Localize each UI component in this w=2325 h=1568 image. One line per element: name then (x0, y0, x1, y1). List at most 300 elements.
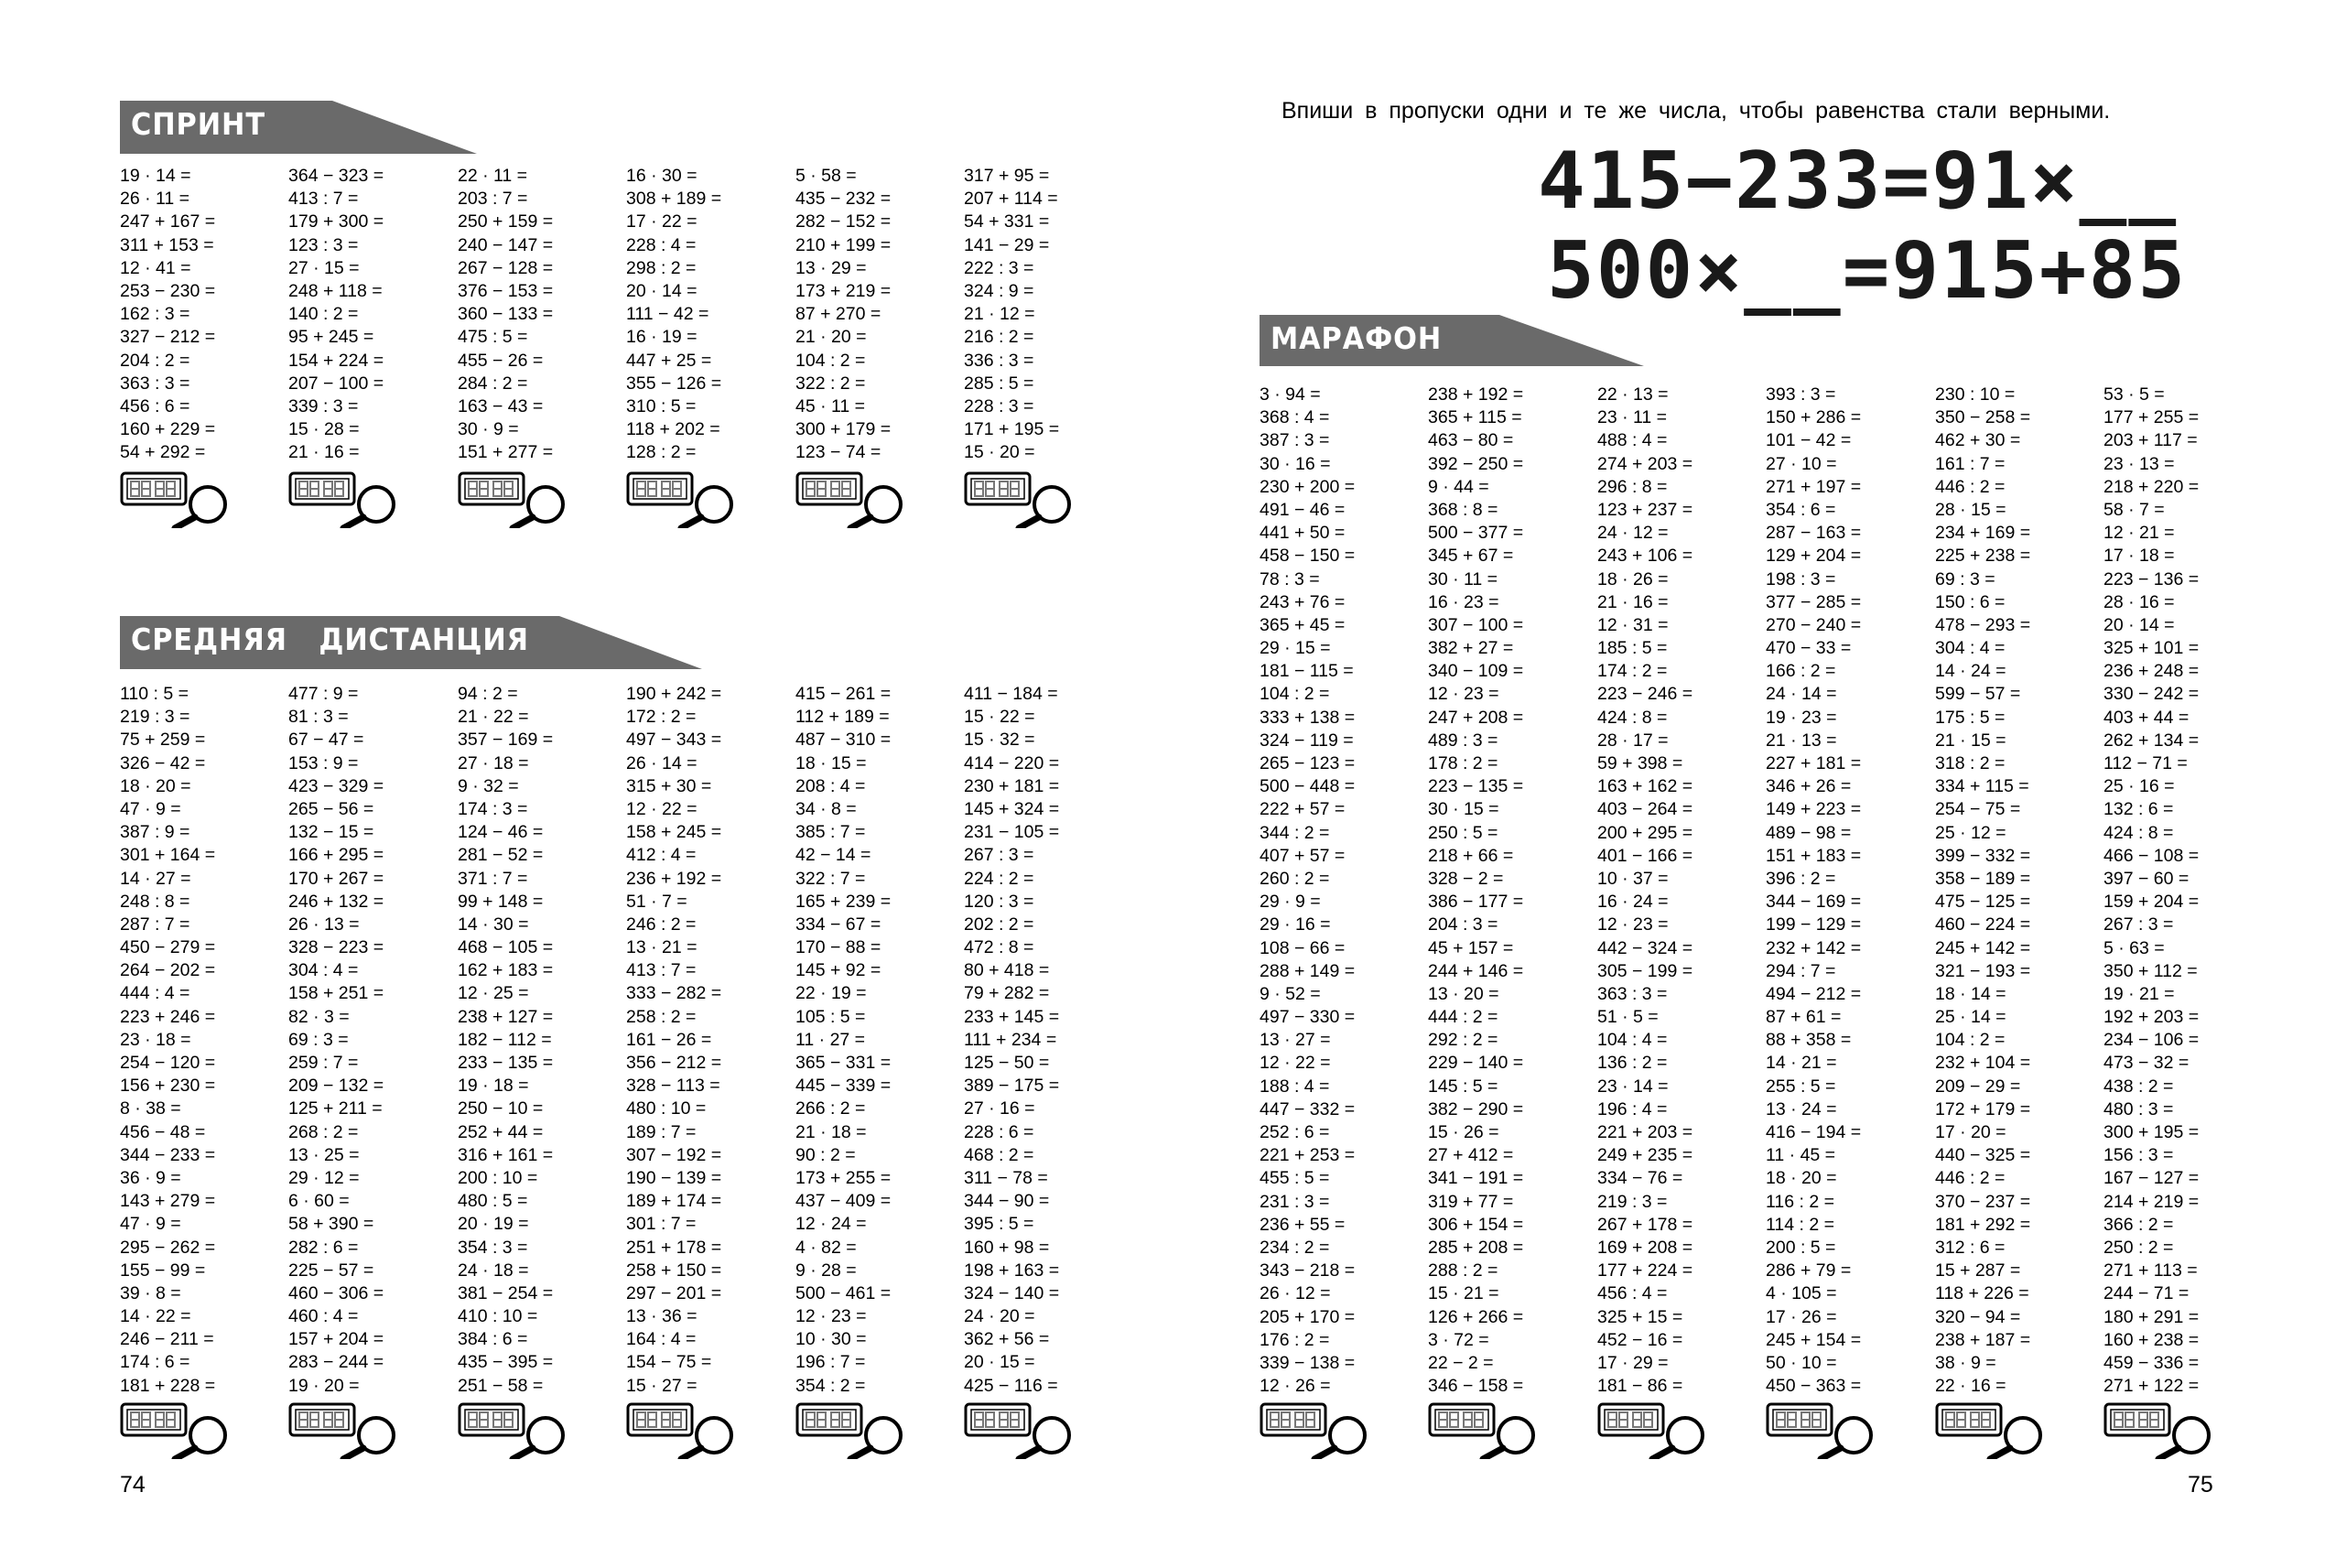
exercise: 23 · 11 = (1597, 407, 1668, 428)
exercise: 13 · 25 = (288, 1144, 360, 1165)
exercise: 356 − 212 = (626, 1053, 722, 1073)
exercise: 26 · 13 = (288, 914, 360, 935)
exercise: 75 + 259 = (120, 730, 206, 751)
exercise: 9 · 52 = (1260, 983, 1321, 1004)
exercise: 22 · 19 = (795, 983, 867, 1004)
exercise: 258 : 2 = (626, 1006, 697, 1027)
exercise: 12 · 23 = (1428, 684, 1499, 705)
exercise: 141 − 29 = (964, 234, 1050, 255)
exercise: 58 · 7 = (2103, 499, 2165, 520)
exercise: 12 · 23 = (795, 1306, 867, 1327)
exercise: 227 + 181 = (1766, 753, 1862, 773)
exercise: 480 : 10 = (626, 1098, 707, 1119)
exercise: 413 : 7 = (626, 960, 697, 981)
exercise: 460 : 4 = (288, 1306, 359, 1327)
exercise: 468 : 2 = (964, 1144, 1034, 1165)
exercise: 207 + 114 = (964, 189, 1058, 210)
exercise: 29 · 12 = (288, 1167, 360, 1188)
exercise: 343 − 218 = (1260, 1260, 1356, 1281)
exercise: 28 · 15 = (1935, 499, 2006, 520)
exercise: 362 + 56 = (964, 1329, 1050, 1350)
sprint-column-1 (120, 165, 215, 464)
exercise: 435 − 395 = (458, 1352, 554, 1373)
exercise: 17 · 20 = (1935, 1122, 2006, 1142)
exercise: 12 · 25 = (458, 983, 529, 1004)
exercise: 463 − 80 = (1428, 430, 1514, 451)
exercise: 270 − 240 = (1766, 614, 1862, 635)
exercise: 271 + 122 = (2103, 1376, 2200, 1397)
exercise: 174 : 2 = (1597, 661, 1668, 682)
exercise: 19 · 21 = (2103, 983, 2175, 1004)
exercise: 39 · 8 = (120, 1282, 181, 1303)
exercise: 316 + 161 = (458, 1144, 554, 1165)
exercise: 189 + 174 = (626, 1191, 722, 1212)
exercise: 166 + 295 = (288, 845, 384, 866)
exercise: 30 · 15 = (1428, 799, 1499, 820)
exercise: 163 + 162 = (1597, 776, 1693, 797)
exercise: 251 + 178 = (626, 1237, 722, 1258)
exercise: 207 − 100 = (288, 373, 384, 394)
exercise: 415 − 261 = (795, 684, 892, 704)
exercise: 371 : 7 = (458, 868, 528, 889)
exercise: 334 − 67 = (795, 914, 881, 935)
exercise: 282 − 152 = (795, 211, 892, 232)
exercise: 218 + 66 = (1428, 845, 1514, 866)
exercise: 219 : 3 = (120, 707, 190, 728)
exercise: 339 − 138 = (1260, 1352, 1356, 1373)
exercise: 198 + 163 = (964, 1260, 1060, 1281)
stopwatch-magnifier-icon (1935, 1402, 2054, 1457)
exercise: 475 : 5 = (458, 327, 528, 348)
exercise: 350 + 112 = (2103, 960, 2198, 981)
exercise: 228 : 6 = (964, 1121, 1034, 1142)
exercise: 157 + 204 = (288, 1329, 384, 1350)
stopwatch-magnifier-icon (1766, 1402, 1885, 1457)
exercise: 11 · 45 = (1766, 1145, 1836, 1166)
exercise: 423 − 329 = (288, 775, 384, 796)
exercise: 435 − 232 = (795, 189, 892, 210)
exercise: 25 · 12 = (1935, 822, 2006, 843)
exercise: 10 · 30 = (795, 1329, 867, 1350)
exercise: 185 : 5 = (1597, 638, 1668, 659)
exercise: 221 + 203 = (1597, 1122, 1693, 1142)
exercise: 21 · 12 = (964, 304, 1035, 325)
exercise: 344 − 233 = (120, 1144, 216, 1165)
exercise: 411 − 184 = (964, 684, 1058, 704)
exercise: 265 − 56 = (288, 798, 374, 819)
sprint-column-6 (964, 165, 1059, 464)
exercise: 156 : 3 = (2103, 1145, 2174, 1166)
exercise: 159 + 204 = (2103, 892, 2200, 913)
exercise: 354 : 6 = (1766, 499, 1836, 520)
exercise: 123 : 3 = (288, 234, 359, 255)
exercise: 87 + 270 = (795, 304, 881, 325)
puzzle-equation-1: 415−233=91×__ (1538, 135, 2179, 227)
exercise: 155 − 99 = (120, 1260, 206, 1281)
exercise: 26 · 12 = (1260, 1283, 1331, 1304)
exercise: 8 · 38 = (120, 1098, 181, 1119)
exercise: 230 : 10 = (1935, 384, 2016, 405)
exercise: 16 · 19 = (626, 327, 698, 348)
exercise: 223 + 246 = (120, 1006, 216, 1027)
exercise: 30 · 11 = (1428, 568, 1498, 589)
exercise: 268 : 2 = (288, 1121, 359, 1142)
exercise: 386 − 177 = (1428, 892, 1524, 913)
exercise: 218 + 220 = (2103, 476, 2200, 497)
exercise: 447 + 25 = (626, 350, 712, 371)
exercise: 18 · 15 = (795, 752, 867, 773)
exercise: 9 · 28 = (795, 1260, 857, 1281)
exercise: 230 + 200 = (1260, 476, 1356, 497)
middle-column-2 (288, 683, 384, 1398)
exercise: 158 + 245 = (626, 822, 722, 843)
exercise: 170 − 88 = (795, 937, 881, 958)
exercise: 12 · 24 = (795, 1214, 867, 1235)
exercise: 190 − 139 = (626, 1167, 722, 1188)
exercise: 24 · 12 = (1597, 523, 1669, 544)
exercise: 114 : 2 = (1766, 1214, 1834, 1235)
exercise: 470 − 33 = (1766, 638, 1852, 659)
exercise: 5 · 63 = (2103, 937, 2165, 958)
exercise: 238 + 187 = (1935, 1329, 2031, 1350)
exercise: 292 : 2 = (1428, 1030, 1498, 1051)
middle-column-5 (795, 683, 891, 1398)
exercise: 324 − 119 = (1260, 730, 1354, 751)
exercise: 366 : 2 = (2103, 1214, 2174, 1235)
exercise: 245 + 154 = (1766, 1329, 1862, 1350)
exercise: 326 − 42 = (120, 752, 206, 773)
page-number-right: 75 (2188, 1472, 2213, 1498)
exercise: 447 − 332 = (1260, 1098, 1356, 1119)
exercise: 389 − 175 = (964, 1076, 1060, 1097)
exercise: 368 : 8 = (1428, 499, 1498, 520)
exercise: 244 + 146 = (1428, 960, 1524, 981)
exercise: 240 − 147 = (458, 234, 554, 255)
exercise: 167 − 127 = (2103, 1168, 2200, 1189)
exercise: 223 − 135 = (1428, 776, 1524, 797)
exercise: 365 − 331 = (795, 1053, 892, 1073)
exercise: 382 + 27 = (1428, 638, 1514, 659)
exercise: 178 : 2 = (1428, 753, 1498, 773)
exercise: 26 · 11 = (120, 189, 190, 210)
exercise: 28 · 16 = (2103, 591, 2175, 612)
exercise: 28 · 17 = (1597, 730, 1669, 751)
exercise: 21 · 13 = (1766, 730, 1837, 751)
exercise: 229 − 140 = (1428, 1053, 1524, 1074)
stopwatch-magnifier-icon (120, 471, 239, 526)
exercise: 54 + 292 = (120, 442, 206, 463)
exercise: 455 : 5 = (1260, 1168, 1330, 1189)
exercise: 365 + 45 = (1260, 614, 1346, 635)
exercise: 311 − 78 = (964, 1167, 1048, 1188)
exercise: 300 + 179 = (795, 419, 892, 440)
exercise: 377 − 285 = (1766, 591, 1862, 612)
exercise: 330 − 242 = (2103, 684, 2200, 705)
exercise: 397 − 60 = (2103, 868, 2190, 889)
exercise: 151 + 277 = (458, 442, 554, 463)
exercise: 264 − 202 = (120, 960, 216, 981)
exercise: 54 + 331 = (964, 211, 1050, 232)
sprint-title: СПРИНТ (131, 106, 265, 142)
exercise: 22 · 16 = (1935, 1376, 2006, 1397)
exercise: 281 − 52 = (458, 845, 544, 866)
exercise: 234 + 169 = (1935, 523, 2031, 544)
exercise: 306 + 154 = (1428, 1214, 1524, 1235)
exercise: 112 + 189 = (795, 707, 890, 728)
exercise: 47 · 9 = (120, 1214, 181, 1235)
exercise: 236 + 192 = (626, 868, 722, 889)
exercise: 287 − 163 = (1766, 523, 1862, 544)
exercise: 204 : 3 = (1428, 914, 1498, 935)
exercise: 199 − 129 = (1766, 914, 1862, 935)
exercise: 15 · 28 = (288, 419, 360, 440)
exercise: 170 + 267 = (288, 868, 384, 889)
marathon-title: МАРАФОН (1271, 320, 1443, 356)
exercise: 200 : 10 = (458, 1167, 538, 1188)
exercise: 12 · 41 = (120, 257, 191, 278)
exercise: 190 + 242 = (626, 684, 722, 704)
exercise: 346 + 26 = (1766, 776, 1852, 797)
exercise: 13 · 20 = (1428, 983, 1499, 1004)
exercise: 172 + 179 = (1935, 1098, 2031, 1119)
exercise: 491 − 46 = (1260, 499, 1346, 520)
exercise: 181 − 115 = (1260, 661, 1354, 682)
exercise: 325 + 101 = (2103, 638, 2200, 659)
exercise: 475 − 125 = (1935, 892, 2031, 913)
page-number-left: 74 (120, 1472, 146, 1498)
exercise: 126 + 266 = (1428, 1306, 1524, 1327)
exercise: 246 + 132 = (288, 891, 384, 912)
exercise: 425 − 116 = (964, 1375, 1058, 1396)
exercise: 480 : 5 = (458, 1191, 528, 1212)
exercise: 16 · 30 = (626, 166, 698, 186)
exercise: 124 − 46 = (458, 822, 544, 843)
exercise: 22 · 13 = (1597, 384, 1669, 405)
exercise: 385 : 7 = (795, 822, 866, 843)
exercise: 16 · 23 = (1428, 591, 1499, 612)
exercise: 25 · 16 = (2103, 776, 2175, 797)
exercise: 45 · 11 = (795, 395, 866, 416)
stopwatch-magnifier-icon (795, 1402, 914, 1457)
exercise: 319 + 77 = (1428, 1191, 1514, 1212)
exercise: 47 · 9 = (120, 798, 181, 819)
exercise: 143 + 279 = (120, 1191, 216, 1212)
exercise: 307 − 100 = (1428, 614, 1524, 635)
exercise: 233 + 145 = (964, 1006, 1060, 1027)
exercise: 250 + 159 = (458, 211, 554, 232)
exercise: 30 · 16 = (1260, 453, 1331, 474)
exercise: 200 + 295 = (1597, 822, 1693, 843)
exercise: 223 − 136 = (2103, 568, 2200, 589)
exercise: 19 · 18 = (458, 1076, 529, 1097)
exercise: 358 − 189 = (1935, 868, 2031, 889)
exercise: 128 : 2 = (626, 442, 697, 463)
exercise: 172 : 2 = (626, 707, 697, 728)
exercise: 243 + 76 = (1260, 591, 1346, 612)
stopwatch-magnifier-icon (795, 471, 914, 526)
exercise: 198 : 3 = (1766, 568, 1836, 589)
exercise: 393 : 3 = (1766, 384, 1836, 405)
exercise: 12 · 26 = (1260, 1376, 1331, 1397)
exercise: 228 : 3 = (964, 395, 1034, 416)
exercise: 500 − 461 = (795, 1282, 892, 1303)
exercise: 364 − 323 = (288, 166, 384, 186)
exercise: 333 + 138 = (1260, 707, 1356, 728)
exercise: 175 : 5 = (1935, 707, 2006, 728)
exercise: 344 : 2 = (1260, 822, 1330, 843)
exercise: 472 : 8 = (964, 937, 1034, 958)
exercise: 462 + 30 = (1935, 430, 2021, 451)
exercise: 497 − 330 = (1260, 1007, 1356, 1028)
exercise: 401 − 166 = (1597, 845, 1693, 866)
exercise: 442 − 324 = (1597, 937, 1693, 958)
exercise: 258 + 150 = (626, 1260, 722, 1281)
exercise: 333 − 282 = (626, 983, 722, 1004)
exercise: 336 : 3 = (964, 350, 1034, 371)
exercise: 285 + 208 = (1428, 1237, 1524, 1258)
exercise: 424 : 8 = (2103, 822, 2174, 843)
exercise: 234 − 106 = (2103, 1030, 2200, 1051)
exercise: 9 · 32 = (458, 775, 519, 796)
exercise: 153 : 9 = (288, 752, 359, 773)
exercise: 407 + 57 = (1260, 845, 1346, 866)
exercise: 171 + 195 = (964, 419, 1060, 440)
exercise: 5 · 58 = (795, 166, 857, 186)
exercise: 20 · 15 = (964, 1352, 1035, 1373)
exercise: 34 · 8 = (795, 798, 857, 819)
exercise: 446 : 2 = (1935, 476, 2006, 497)
exercise: 478 − 293 = (1935, 614, 2031, 635)
exercise: 250 : 2 = (2103, 1237, 2174, 1258)
exercise: 318 : 2 = (1935, 753, 2006, 773)
exercise: 173 + 219 = (795, 280, 892, 301)
exercise: 286 + 79 = (1766, 1260, 1852, 1281)
exercise: 6 · 60 = (288, 1191, 350, 1212)
exercise: 219 : 3 = (1597, 1191, 1668, 1212)
exercise: 324 − 140 = (964, 1282, 1060, 1303)
exercise: 145 + 324 = (964, 798, 1060, 819)
exercise: 466 − 108 = (2103, 845, 2200, 866)
exercise: 27 · 16 = (964, 1098, 1035, 1119)
exercise: 307 − 192 = (626, 1144, 722, 1165)
exercise: 225 − 57 = (288, 1260, 374, 1281)
exercise: 265 − 123 = (1260, 753, 1356, 773)
exercise: 21 · 20 = (795, 327, 867, 348)
exercise: 18 · 14 = (1935, 983, 2006, 1004)
exercise: 489 − 98 = (1766, 822, 1852, 843)
exercise: 376 − 153 = (458, 280, 554, 301)
exercise: 95 + 245 = (288, 327, 374, 348)
exercise: 271 + 113 = (2103, 1260, 2198, 1281)
exercise: 322 : 7 = (795, 868, 866, 889)
exercise: 500 − 448 = (1260, 776, 1356, 797)
exercise: 440 − 325 = (1935, 1145, 2031, 1166)
exercise: 15 · 22 = (964, 707, 1035, 728)
exercise: 42 − 14 = (795, 845, 871, 866)
exercise: 341 − 191 = (1428, 1168, 1524, 1189)
exercise: 228 : 4 = (626, 234, 697, 255)
exercise: 20 · 14 = (626, 280, 698, 301)
exercise: 136 : 2 = (1597, 1053, 1668, 1074)
exercise: 18 · 20 = (1766, 1168, 1837, 1189)
stopwatch-magnifier-icon (288, 471, 407, 526)
exercise: 456 : 4 = (1597, 1283, 1668, 1304)
exercise: 189 : 7 = (626, 1121, 697, 1142)
exercise: 370 − 237 = (1935, 1191, 2031, 1212)
exercise: 234 : 2 = (1260, 1237, 1330, 1258)
exercise: 438 : 2 = (2103, 1076, 2174, 1097)
exercise: 123 − 74 = (795, 442, 881, 463)
exercise: 328 − 113 = (626, 1076, 720, 1097)
exercise: 255 : 5 = (1766, 1076, 1836, 1097)
exercise: 179 + 300 = (288, 211, 384, 232)
exercise: 339 : 3 = (288, 395, 359, 416)
exercise: 246 : 2 = (626, 914, 697, 935)
exercise: 450 − 363 = (1766, 1376, 1862, 1397)
exercise: 267 : 3 = (2103, 914, 2174, 935)
exercise: 360 − 133 = (458, 304, 554, 325)
exercise: 99 + 148 = (458, 891, 544, 912)
exercise: 14 · 24 = (1935, 661, 2006, 682)
exercise: 110 : 5 = (120, 684, 189, 704)
exercise: 460 − 224 = (1935, 914, 2031, 935)
exercise: 12 · 23 = (1597, 914, 1669, 935)
exercise: 203 + 117 = (2103, 430, 2198, 451)
exercise: 315 + 30 = (626, 775, 712, 796)
exercise: 156 + 230 = (120, 1076, 216, 1097)
exercise: 444 : 4 = (120, 983, 190, 1004)
exercise: 196 : 4 = (1597, 1098, 1668, 1119)
exercise: 205 + 170 = (1260, 1306, 1356, 1327)
exercise: 399 − 332 = (1935, 845, 2031, 866)
exercise: 247 + 208 = (1428, 707, 1524, 728)
exercise: 125 − 50 = (964, 1053, 1050, 1073)
exercise: 20 · 14 = (2103, 614, 2175, 635)
exercise: 79 + 282 = (964, 983, 1050, 1004)
exercise: 104 : 4 = (1597, 1030, 1668, 1051)
exercise: 445 − 339 = (795, 1076, 892, 1097)
exercise: 459 − 336 = (2103, 1352, 2200, 1373)
exercise: 267 − 128 = (458, 257, 554, 278)
exercise: 67 − 47 = (288, 730, 364, 751)
exercise: 53 · 5 = (2103, 384, 2165, 405)
exercise: 21 · 18 = (795, 1121, 867, 1142)
exercise: 209 − 29 = (1935, 1076, 2021, 1097)
exercise: 455 − 26 = (458, 350, 544, 371)
exercise: 446 : 2 = (1935, 1168, 2006, 1189)
exercise: 17 · 29 = (1597, 1352, 1669, 1373)
exercise: 15 + 287 = (1935, 1260, 2021, 1281)
exercise: 244 − 71 = (2103, 1283, 2190, 1304)
exercise: 236 + 55 = (1260, 1214, 1346, 1235)
exercise: 396 : 2 = (1766, 868, 1836, 889)
sprint-column-5 (795, 165, 891, 464)
exercise: 298 : 2 = (626, 257, 697, 278)
exercise: 182 − 112 = (458, 1029, 552, 1050)
middle-column-1 (120, 683, 215, 1398)
exercise: 202 : 2 = (964, 914, 1034, 935)
exercise: 59 + 398 = (1597, 753, 1683, 773)
exercise: 222 + 57 = (1260, 799, 1346, 820)
exercise: 94 : 2 = (458, 684, 518, 704)
exercise: 16 · 24 = (1597, 892, 1669, 913)
exercise: 188 : 4 = (1260, 1076, 1330, 1097)
exercise: 238 + 127 = (458, 1006, 554, 1027)
exercise: 22 − 2 = (1428, 1352, 1494, 1373)
sprint-column-2 (288, 165, 384, 464)
exercise: 203 : 7 = (458, 189, 528, 210)
exercise: 181 + 292 = (1935, 1214, 2031, 1235)
